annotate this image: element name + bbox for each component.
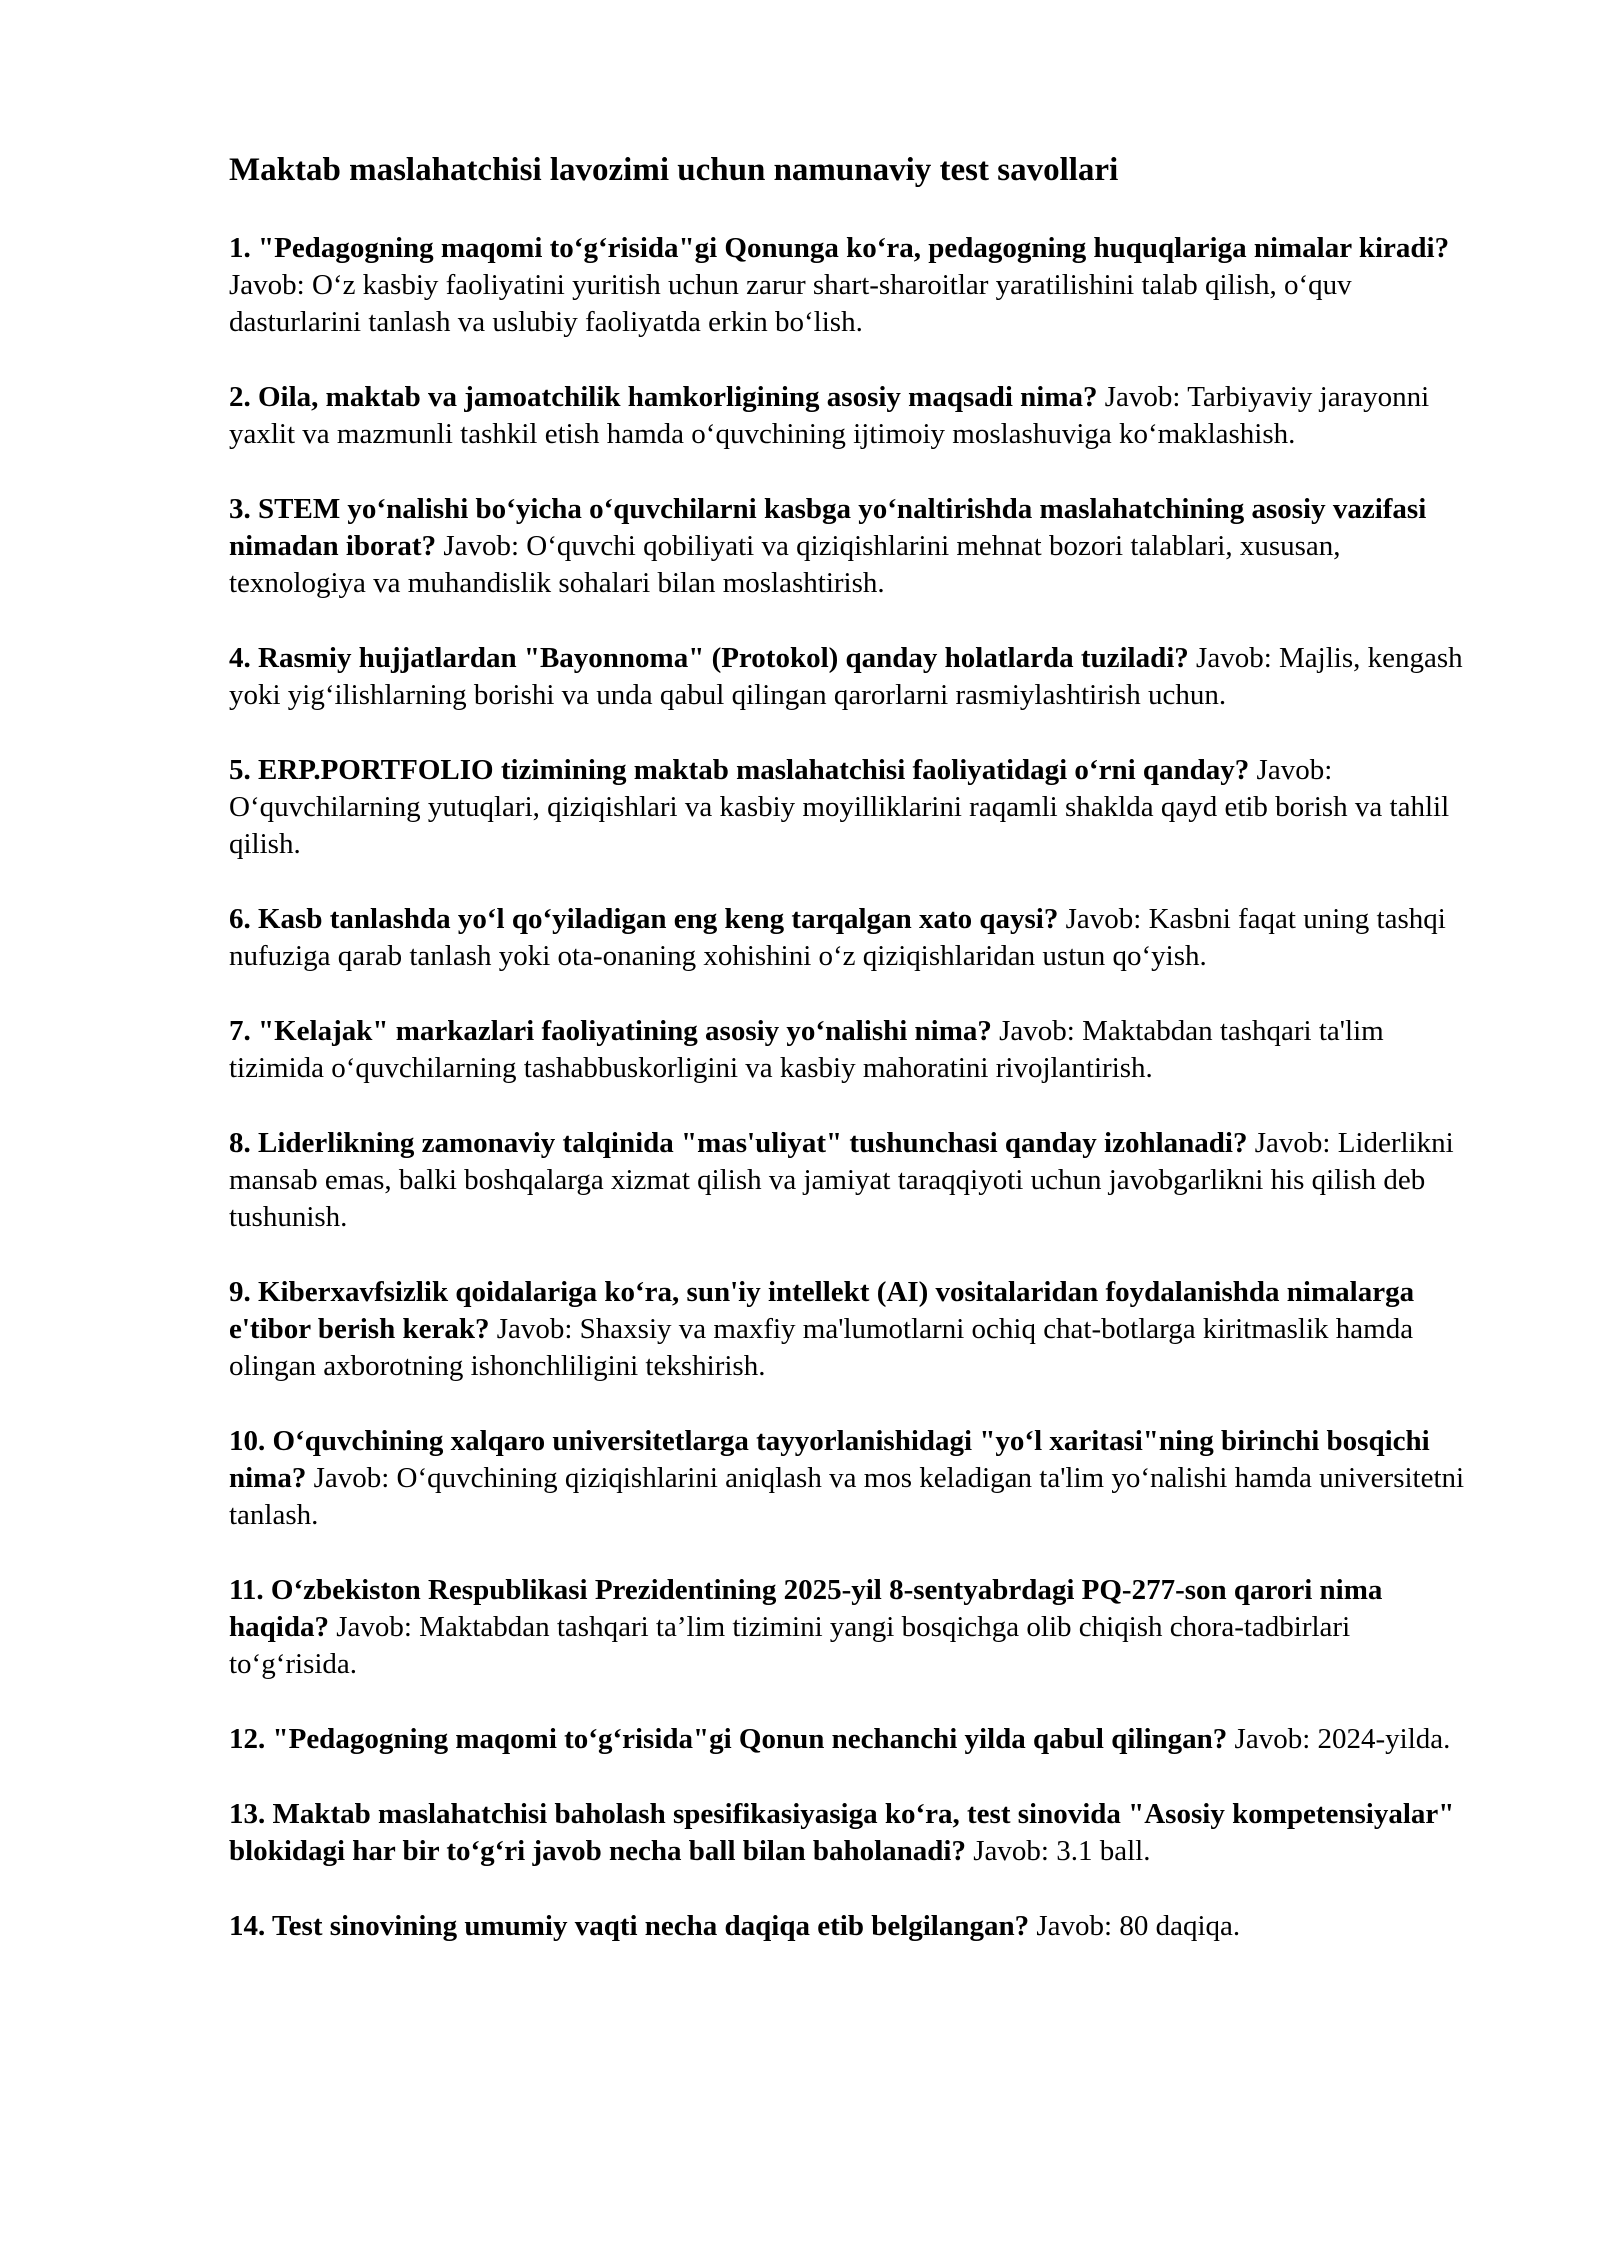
question-text: 13. Maktab maslahatchisi baholash spesifikasiyasiga ko‘ra, test sinovida "Asosiy kompetensiyalar" blokidagi har bir to‘g‘ri javob necha ball bilan baholanadi? — [229, 1798, 1455, 1867]
question-text: 2. Oila, maktab va jamoatchilik hamkorligining asosiy maqsadi nima? — [229, 381, 1098, 413]
qa-item-9 — [229, 1274, 1484, 1385]
question-text: 14. Test sinovining umumiy vaqti necha daqiqa etib belgilangan? — [229, 1910, 1030, 1942]
qa-item-4 — [229, 640, 1484, 714]
answer-text: Javob: 3.1 ball. — [973, 1835, 1151, 1867]
answer-text: Javob: Kasbni faqat uning tashqi nufuziga qarab tanlash yoki ota-onaning xohishini o‘z qiziqishlaridan ustun qo‘yish. — [229, 903, 1446, 972]
answer-text: Javob: O‘quvchining qiziqishlarini aniqlash va mos keladigan ta'lim yo‘nalishi hamda universitetni tanlash. — [229, 1462, 1465, 1531]
answer-text: Javob: Shaxsiy va maxfiy ma'lumotlarni ochiq chat-botlarga kiritmaslik hamda olingan axborotning ishonchliligini tekshirish. — [229, 1313, 1414, 1382]
qa-item-2 — [229, 379, 1484, 453]
qa-item-12 — [229, 1721, 1484, 1758]
question-text: 8. Liderlikning zamonaviy talqinida "mas'uliyat" tushunchasi qanday izohlanadi? — [229, 1127, 1248, 1159]
qa-item-7 — [229, 1013, 1484, 1087]
question-text: 1. "Pedagogning maqomi to‘g‘risida"gi Qonunga ko‘ra, pedagogning huquqlariga nimalar kiradi? — [229, 232, 1450, 264]
document-title: Maktab maslahatchisi lavozimi uchun namunaviy test savollari — [229, 152, 1119, 188]
qa-item-14 — [229, 1908, 1484, 1945]
answer-text: Javob: O‘quvchi qobiliyati va qiziqishlarini mehnat bozori talablari, xususan, texnologiya va muhandislik sohalari bilan moslashtirish. — [229, 530, 1341, 599]
question-text: 11. O‘zbekiston Respublikasi Prezidentining 2025-yil 8-sentyabrdagi PQ-277-son qarori nima haqida? — [229, 1574, 1383, 1643]
qa-item-1 — [229, 230, 1484, 341]
question-text: 3. STEM yo‘nalishi bo‘yicha o‘quvchilarni kasbga yo‘naltirishda maslahatchining asosiy vazifasi nimadan iborat? — [229, 493, 1427, 562]
answer-text: Javob: Liderlikni mansab emas, balki boshqalarga xizmat qilish va jamiyat taraqqiyoti uchun javobgarlikni his qilish deb tushunish. — [229, 1127, 1454, 1233]
answer-text: Javob: Tarbiyaviy jarayonni yaxlit va mazmunli tashkil etish hamda o‘quvchining ijtimoiy moslashuviga ko‘maklashish. — [229, 381, 1430, 450]
question-text: 12. "Pedagogning maqomi to‘g‘risida"gi Qonun nechanchi yilda qabul qilingan? — [229, 1723, 1228, 1755]
document-page — [229, 150, 1484, 1983]
qa-item-11 — [229, 1572, 1484, 1683]
question-text: 4. Rasmiy hujjatlardan "Bayonnoma" (Protokol) qanday holatlarda tuziladi? — [229, 642, 1189, 674]
qa-item-3 — [229, 491, 1484, 602]
answer-text: Javob: Maktabdan tashqari ta'lim tizimida o‘quvchilarning tashabbuskorligini va kasbiy mahoratini rivojlantirish. — [229, 1015, 1384, 1084]
answer-text: Javob: Maktabdan tashqari ta’lim tizimini yangi bosqichga olib chiqish chora-tadbirlari to‘g‘risida. — [229, 1611, 1351, 1680]
qa-item-13 — [229, 1796, 1484, 1870]
question-text: 5. ERP.PORTFOLIO tizimining maktab maslahatchisi faoliyatidagi o‘rni qanday? — [229, 754, 1250, 786]
qa-item-6 — [229, 901, 1484, 975]
answer-text: Javob: Majlis, kengash yoki yig‘ilishlarning borishi va unda qabul qilingan qarorlarni rasmiylashtirish uchun. — [229, 642, 1463, 711]
answer-text: Javob: O‘z kasbiy faoliyatini yuritish uchun zarur shart-sharoitlar yaratilishini talab qilish, o‘quv dasturlarini tanlash va uslubiy faoliyatda erkin bo‘lish. — [229, 269, 1352, 338]
question-text: 10. O‘quvchining xalqaro universitetlarga tayyorlanishidagi "yo‘l xaritasi"ning birinchi bosqichi nima? — [229, 1425, 1430, 1494]
question-text: 6. Kasb tanlashda yo‘l qo‘yiladigan eng keng tarqalgan xato qaysi? — [229, 903, 1059, 935]
question-text: 7. "Kelajak" markazlari faoliyatining asosiy yo‘nalishi nima? — [229, 1015, 992, 1047]
answer-text: Javob: O‘quvchilarning yutuqlari, qiziqishlari va kasbiy moyilliklarini raqamli shaklda qayd etib borish va tahlil qilish. — [229, 754, 1450, 860]
qa-item-5 — [229, 752, 1484, 863]
answer-text: Javob: 2024-yilda. — [1234, 1723, 1451, 1755]
qa-item-10 — [229, 1423, 1484, 1534]
question-text: 9. Kiberxavfsizlik qoidalariga ko‘ra, sun'iy intellekt (AI) vositalaridan foydalanishda nimalarga e'tibor berish kerak? — [229, 1276, 1415, 1345]
answer-text: Javob: 80 daqiqa. — [1036, 1910, 1241, 1942]
qa-item-8 — [229, 1125, 1484, 1236]
